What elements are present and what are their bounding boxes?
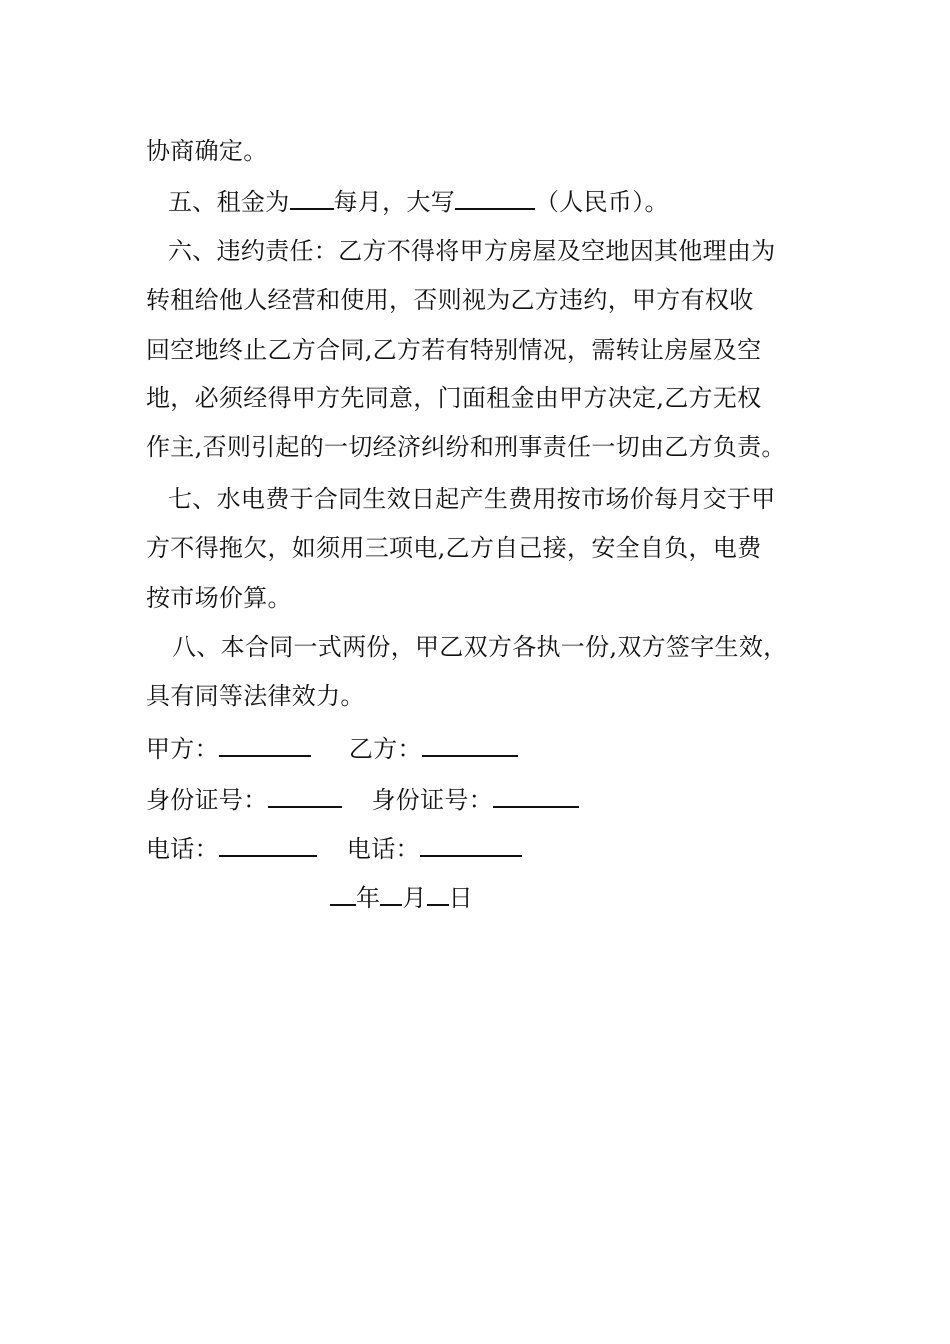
signature-id-row	[146, 784, 579, 815]
text-line: 回空地终止乙方合同,乙方若有特别情况，需转让房屋及空	[146, 336, 762, 364]
rent-clause-line	[168, 186, 669, 217]
party-b-blank[interactable]	[422, 733, 518, 757]
paragraph-line	[146, 383, 761, 413]
text-line: 协商确定。	[146, 137, 268, 165]
text-line: 按市场价算。	[146, 584, 292, 612]
paragraph-line	[146, 432, 786, 462]
paragraph-line	[146, 136, 268, 166]
paragraph-line	[146, 335, 761, 365]
paragraph-line	[168, 484, 776, 514]
paragraph-line	[146, 681, 365, 711]
phone-b-blank[interactable]	[420, 833, 522, 857]
party-b-label: 乙方：	[348, 735, 422, 763]
text-line: 具有同等法律效力。	[146, 682, 365, 710]
paragraph-line	[168, 236, 776, 266]
year-label: 年	[356, 884, 381, 912]
paragraph-line	[146, 533, 761, 563]
signature-party-row	[146, 733, 518, 764]
text-line: 八、本合同一式两份，甲乙双方各执一份,双方签字生效，	[172, 633, 788, 661]
paragraph-line	[146, 583, 292, 613]
text-line: 每月，大写	[333, 188, 455, 216]
text-line: 五、租金为	[168, 188, 290, 216]
phone-a-label: 电话：	[146, 835, 219, 863]
id-a-blank[interactable]	[268, 784, 342, 808]
id-a-label: 身份证号：	[146, 786, 268, 814]
party-a-blank[interactable]	[219, 733, 311, 757]
day-blank[interactable]	[427, 882, 449, 906]
text-line: 七、水电费于合同生效日起产生费用按市场价每月交于甲	[168, 485, 776, 513]
month-blank[interactable]	[380, 882, 402, 906]
party-a-label: 甲方：	[146, 735, 219, 763]
year-blank[interactable]	[330, 882, 356, 906]
month-label: 月	[402, 884, 427, 912]
text-line: 作主,否则引起的一切经济纠纷和刑事责任一切由乙方负责。	[146, 433, 786, 461]
phone-a-blank[interactable]	[219, 833, 317, 857]
phone-b-label: 电话：	[346, 835, 420, 863]
signature-date-row	[330, 882, 473, 913]
day-label: 日	[448, 884, 473, 912]
rent-amount-blank[interactable]	[290, 186, 334, 210]
text-line: 六、违约责任：乙方不得将甲方房屋及空地因其他理由为	[168, 237, 776, 265]
id-b-label: 身份证号：	[371, 786, 493, 814]
paragraph-line	[172, 632, 787, 662]
id-b-blank[interactable]	[493, 784, 579, 808]
rent-uppercase-blank[interactable]	[455, 186, 535, 210]
text-line: （人民币）。	[535, 188, 669, 216]
signature-phone-row	[146, 833, 522, 864]
paragraph-line	[146, 285, 754, 315]
text-line: 地，必须经得甲方先同意，门面租金由甲方决定,乙方无权	[146, 384, 762, 412]
text-line: 方不得拖欠，如须用三项电,乙方自己接，安全自负，电费	[146, 534, 762, 562]
text-line: 转租给他人经营和使用，否则视为乙方违约，甲方有权收	[146, 286, 754, 314]
